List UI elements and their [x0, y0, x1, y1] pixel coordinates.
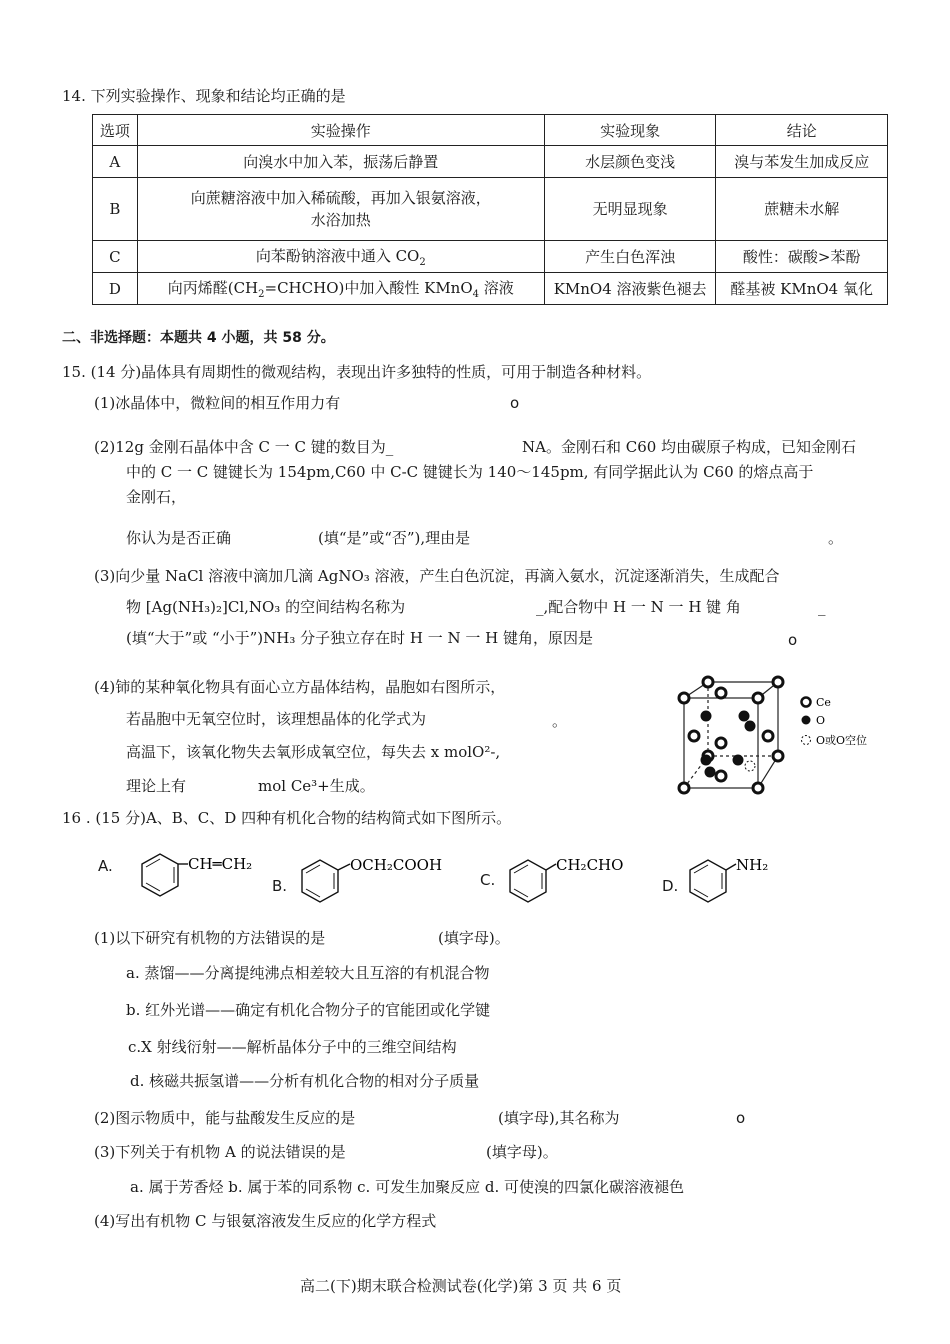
q15-p4-line4a: 理论上有 [126, 777, 187, 795]
q15-p3-line2c: _ [818, 598, 826, 616]
q16-opt-b: b. 红外光谱——确定有机化合物分子的官能团或化学键 [126, 1001, 491, 1019]
q15-p4-line4b: mol Ce³+生成。 [258, 777, 375, 795]
row-option: B [93, 178, 138, 241]
row-operation [137, 273, 544, 305]
q15-p3-line2a: 物 [Ag(NH₃)₂]Cl,NO₃ 的空间结构名称为 [126, 598, 406, 616]
q16-p2a: (2)图示物质中，能与盐酸发生反应的是 [94, 1109, 356, 1127]
q16-p1a: (1)以下研究有机物的方法错误的是 [94, 929, 326, 947]
row-conclusion: 蔗糖未水解 [716, 178, 888, 241]
crystal-cell-figure [664, 668, 884, 800]
row-operation-line2: 水浴加热 [310, 211, 371, 229]
q15-p2-line4c: 。 [828, 529, 844, 547]
header-option: 选项 [93, 115, 138, 146]
q15-p2-line3: 金刚石， [126, 488, 187, 506]
q15-p1: (1)冰晶体中，微粒间的相互作用力有 [94, 394, 341, 412]
q16-stem: 16 . (15 分)A、B、C、D 四种有机化合物的结构简式如下图所示。 [62, 809, 512, 827]
legend-vacancy: O或O空位 [816, 734, 868, 747]
subst-b: OCH₂COOH [350, 856, 443, 874]
row-option: D [93, 273, 138, 305]
q15-p4-line3: 高温下，该氧化物失去氧形成氧空位，每失去 x molO²-, [126, 743, 501, 761]
experiment-table [92, 114, 888, 305]
structure-d [682, 850, 782, 910]
table-row [93, 241, 888, 273]
q16-p3-options: a. 属于芳香烃 b. 属于苯的同系物 c. 可发生加聚反应 d. 可使溴的四氯化碳溶液褪色 [130, 1178, 684, 1196]
header-conclusion: 结论 [716, 115, 888, 146]
row-operation-line1: 向蔗糖溶液中加入稀硫酸，再加入银氨溶液， [190, 189, 491, 207]
row-option: C [93, 241, 138, 273]
table-header-row [93, 115, 888, 146]
row-conclusion: 溴与苯发生加成反应 [716, 146, 888, 178]
q15-p3-line3b: o [788, 631, 798, 649]
q15-stem: 15. (14 分)晶体具有周期性的微观结构，表现出许多独特的性质，可用于制造各种材料。 [62, 363, 652, 381]
op-subscript: 2 [419, 257, 426, 268]
legend-ce: Ce [816, 696, 831, 709]
row-option: A [93, 146, 138, 178]
label-b: B. [272, 877, 288, 895]
q15-p3-line2b: _,配合物中 H 一 N 一 H 键 角 [536, 598, 741, 616]
op-text-a: 向丙烯醛(CH [167, 279, 259, 297]
table-row [93, 146, 888, 178]
header-operation: 实验操作 [137, 115, 544, 146]
op-sub2: 4 [472, 289, 480, 300]
q15-p4-line2a: 若晶胞中无氧空位时，该理想晶体的化学式为 [126, 710, 427, 728]
header-phenomenon: 实验现象 [544, 115, 716, 146]
structure-a [122, 850, 252, 910]
q15-p2-line2: 中的 C 一 C 键键长为 154pm,C60 中 C-C 键键长为 140～145pm, 有同学据此认为 C60 的熔点高于 [126, 463, 814, 481]
q15-p2-line1a: (2)12g 金刚石晶体中含 C 一 C 键的数目为_ [94, 438, 394, 456]
q16-opt-d: d. 核磁共振氢谱——分析有机化合物的相对分子质量 [130, 1072, 480, 1090]
q15-p2-line4a: 你认为是否正确 [126, 529, 232, 547]
op-text: 向苯酚钠溶液中通入 CO [255, 247, 420, 265]
q14-stem: 14. 下列实验操作、现象和结论均正确的是 [62, 87, 346, 105]
structure-b [292, 850, 452, 910]
q16-p3a: (3)下列关于有机物 A 的说法错误的是 [94, 1143, 346, 1161]
op-text-b: =CHCHO)中加入酸性 KMnO [264, 279, 473, 297]
table-row [93, 178, 888, 241]
q16-p1b: (填字母)。 [438, 929, 510, 947]
row-operation [137, 241, 544, 273]
row-phenomenon: 水层颜色变浅 [544, 146, 716, 178]
subst-a: CH═CH₂ [188, 855, 252, 873]
q15-p4-line2b: 。 [552, 712, 568, 730]
subst-d: NH₂ [736, 856, 769, 874]
row-phenomenon: 无明显现象 [544, 178, 716, 241]
subst-c: CH₂CHO [556, 856, 624, 874]
q16-p3b: (填字母)。 [486, 1143, 558, 1161]
label-a: A. [98, 857, 113, 875]
row-conclusion: 醛基被 KMnO4 氧化 [716, 273, 888, 305]
table-row [93, 273, 888, 305]
q15-p2-line1b: NA。金刚石和 C60 均由碳原子构成，已知金刚石 [522, 438, 857, 456]
legend-o: O [816, 714, 826, 727]
label-c: C. [480, 871, 496, 889]
q16-p4: (4)写出有机物 C 与银氨溶液发生反应的化学方程式 [94, 1212, 437, 1230]
row-conclusion: 酸性：碳酸>苯酚 [716, 241, 888, 273]
q16-p2b: (填字母),其名称为 [498, 1109, 620, 1127]
q16-opt-a: a. 蒸馏——分离提纯沸点相差较大且互溶的有机混合物 [126, 964, 490, 982]
page-footer: 高二(下)期末联合检测试卷(化学)第 3 页 共 6 页 [300, 1277, 622, 1295]
q15-p3-line1: (3)向少量 NaCl 溶液中滴加几滴 AgNO₃ 溶液，产生白色沉淀，再滴入氨水，沉淀逐渐消失，生成配合 [94, 567, 780, 585]
q15-p4-line1: (4)铈的某种氧化物具有面心立方晶体结构，晶胞如右图所示， [94, 678, 506, 696]
op-text-c: 溶液 [479, 279, 514, 297]
q15-p3-line3a: (填“大于”或 “小于”)NH₃ 分子独立存在时 H 一 N 一 H 键角，原因是 [126, 629, 594, 647]
structure-c [500, 850, 640, 910]
section-title: 二、非选择题：本题共 4 小题，共 58 分。 [62, 330, 335, 346]
q15-p1-end: o [510, 394, 520, 412]
q16-opt-c: c.X 射线衍射——解析晶体分子中的三维空间结构 [128, 1038, 457, 1056]
q16-p2c: o [736, 1109, 746, 1127]
row-phenomenon: 产生白色浑浊 [544, 241, 716, 273]
row-phenomenon: KMnO4 溶液紫色褪去 [544, 273, 716, 305]
row-operation: 向溴水中加入苯，振荡后静置 [137, 146, 544, 178]
row-operation [137, 178, 544, 241]
label-d: D. [662, 877, 679, 895]
op-sub1: 2 [258, 289, 265, 300]
q15-p2-line4b: (填“是”或“否”),理由是 [318, 529, 471, 547]
